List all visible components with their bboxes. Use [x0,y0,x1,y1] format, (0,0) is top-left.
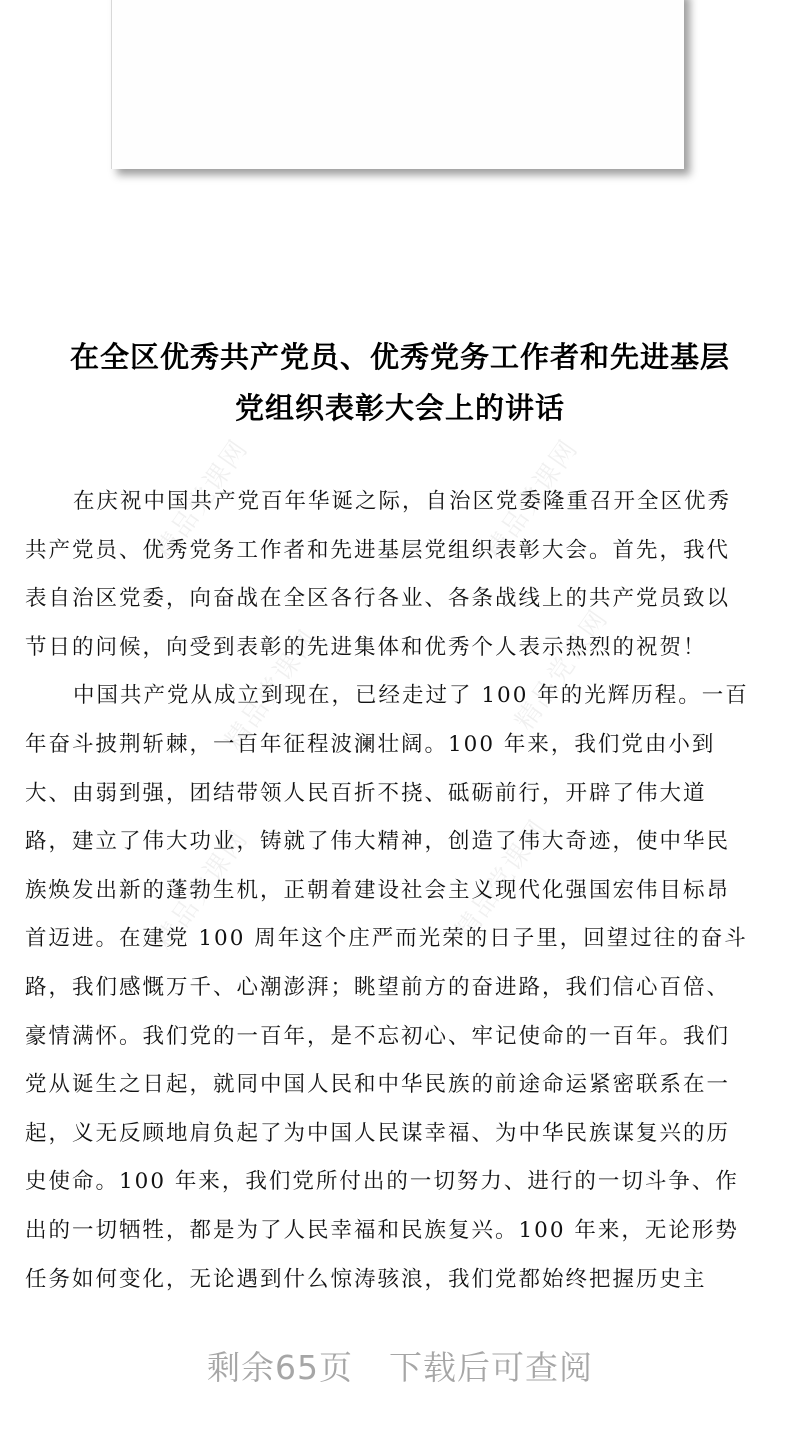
body-line: 大、由弱到强，团结带领人民百折不挠、砥砺前行，开辟了伟大道 [25,780,707,806]
body-line: 表自治区党委，向奋战在全区各行各业、各条战线上的共产党员致以 [25,586,731,612]
body-line: 史使命。100 年来，我们党所付出的一切努力、进行的一切斗争、作 [25,1169,739,1195]
body-line: 节日的问候，向受到表彰的先进集体和优秀个人表示热烈的祝贺！ [25,634,707,660]
title-line-2: 党组织表彰大会上的讲话 [234,391,565,425]
watermark: 精品党课网 [479,433,585,566]
body-line: 豪情满怀。我们党的一百年，是不忘初心、牢记使命的一百年。我们 [25,1023,731,1049]
remaining-pages-label: 剩余65页 [207,1348,353,1387]
watermark: 精品党课网 [449,813,555,946]
download-prompt[interactable] [0,1342,800,1389]
watermark: 精品党课网 [149,823,255,956]
body-line: 首迈进。在建党 100 周年这个庄严而光荣的日子里，回望过往的奋斗 [25,926,748,952]
body-line: 党从诞生之日起，就同中国人民和中华民族的前途命运紧密联系在一 [25,1072,731,1098]
body-line: 族焕发出新的蓬勃生机，正朝着建设社会主义现代化强国宏伟目标昂 [25,877,731,903]
watermark: 精品党课网 [509,603,615,736]
body-line: 在庆祝中国共产党百年华诞之际，自治区党委隆重召开全区优秀 [73,489,732,514]
download-hint-label: 下载后可查阅 [389,1348,593,1387]
watermark: 精品党课网 [219,623,325,756]
body-line: 出的一切牺牲，都是为了人民幸福和民族复兴。100 年来，无论形势 [25,1217,739,1243]
body-line: 年奋斗披荆斩棘，一百年征程波澜壮阔。100 年来，我们党由小到 [25,731,716,757]
body-line: 路，我们感慨万千、心潮澎湃；眺望前方的奋进路，我们信心百倍、 [25,974,731,1000]
title-line-1: 在全区优秀共产党员、优秀党务工作者和先进基层 [69,340,730,374]
document-preview-card [111,0,684,169]
watermark: 精品党课网 [149,433,255,566]
body-line: 起，义无反顾地肩负起了为中国人民谋幸福、为中华民族谋复兴的历 [25,1120,731,1146]
body-line: 共产党员、优秀党务工作者和先进基层党组织表彰大会。首先，我代 [25,537,731,563]
body-line: 路，建立了伟大功业，铸就了伟大精神，创造了伟大奇迹，使中华民 [25,829,731,855]
document-title [0,332,800,434]
body-line: 任务如何变化，无论遇到什么惊涛骇浪，我们党都始终把握历史主 [25,1266,707,1292]
document-body [25,478,775,1304]
body-line: 中国共产党从成立到现在，已经走过了 100 年的光辉历程。一百 [73,683,749,709]
